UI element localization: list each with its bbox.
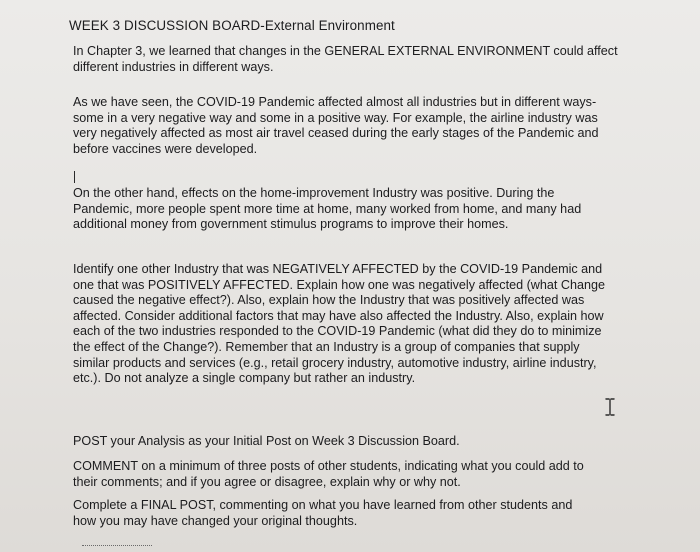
dotted-underline xyxy=(82,545,152,546)
text-cursor-mark xyxy=(74,171,75,183)
paragraph-post-instruction: POST your Analysis as your Initial Post on Week 3 Discussion Board. xyxy=(73,434,460,448)
paragraph-intro: In Chapter 3, we learned that changes in the GENERAL EXTERNAL ENVIRONMENT could affect different industries in different ways. xyxy=(73,44,618,74)
paragraph-home-improvement: On the other hand, effects on the home-improvement Industry was positive. During the Pandemic, more people spent more time at home, many worked from home, and many had additional money from government stimulus programs to improve their homes. xyxy=(73,186,582,232)
paragraph-final-post-instruction: Complete a FINAL POST, commenting on what you have learned from other students and how you may have changed your original thoughts. xyxy=(73,498,573,528)
document-title: WEEK 3 DISCUSSION BOARD-External Environment xyxy=(69,18,395,33)
ibeam-cursor-icon xyxy=(604,398,616,416)
paragraph-covid-effects: As we have seen, the COVID-19 Pandemic affected almost all industries but in different ways-some in a very negative way and some in a positive way. For example, the airline industry was very negatively affected as most air travel ceased during the early stages of the Pandemic and before vaccines were developed. xyxy=(73,95,599,156)
paragraph-assignment-instructions: Identify one other Industry that was NEGATIVELY AFFECTED by the COVID-19 Pandemic and one that was POSITIVELY AFFECTED. Explain how one was negatively affected (what Change caused the negative effect?). Also, explain how the Industry that was positively affected was affected. Consider additional factors that may have also affected the Industry. Also, explain how each of the two industries responded to the COVID-19 Pandemic (what did they do to minimize the effect of the Change?). Remember that an Industry is a group of companies that supply similar products and services (e.g., retail grocery industry, automotive industry, airline industry, etc.). Do not analyze a single company but rather an industry. xyxy=(73,262,606,386)
paragraph-comment-instruction: COMMENT on a minimum of three posts of other students, indicating what you could add to their comments; and if you agree or disagree, explain why or why not. xyxy=(73,459,584,489)
